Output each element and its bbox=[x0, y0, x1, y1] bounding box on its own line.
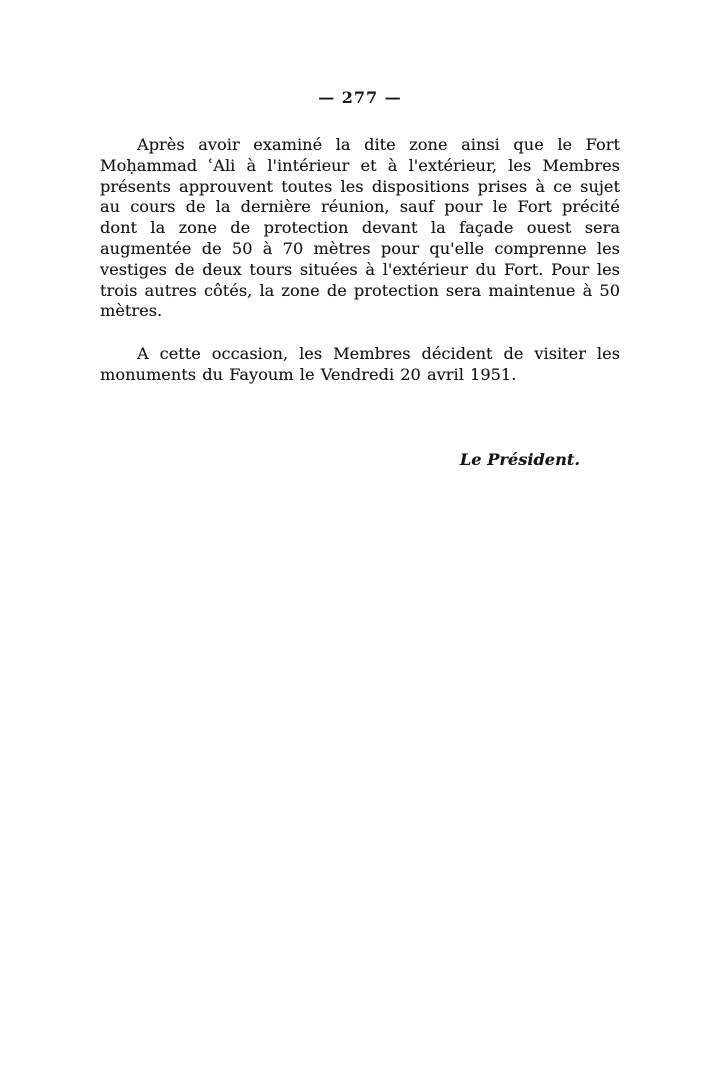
paragraph-1: Après avoir examiné la dite zone ainsi que le Fort Moḥammad ʿAli à l'intérieur et à l'extérieur, les Membres présents approuvent toutes les dispositions prises à ce sujet au cours de la dernière réunion, sauf pour le Fort précité dont la zone de protection devant la façade ouest sera augmentée de 50 à 70 mètres pour qu'elle comprenne les vestiges de deux tours situées à l'extérieur du Fort. Pour les trois autres côtés, la zone de protection sera maintenue à 50 mètres. bbox=[100, 135, 620, 321]
page-number: — 277 — bbox=[318, 88, 402, 107]
document-body bbox=[100, 135, 620, 386]
paragraph-2: A cette occasion, les Membres décident de visiter les monuments du Fayoum le Vendredi 20 avril 1951. bbox=[100, 344, 620, 384]
signature-line: Le Président. bbox=[459, 449, 580, 469]
